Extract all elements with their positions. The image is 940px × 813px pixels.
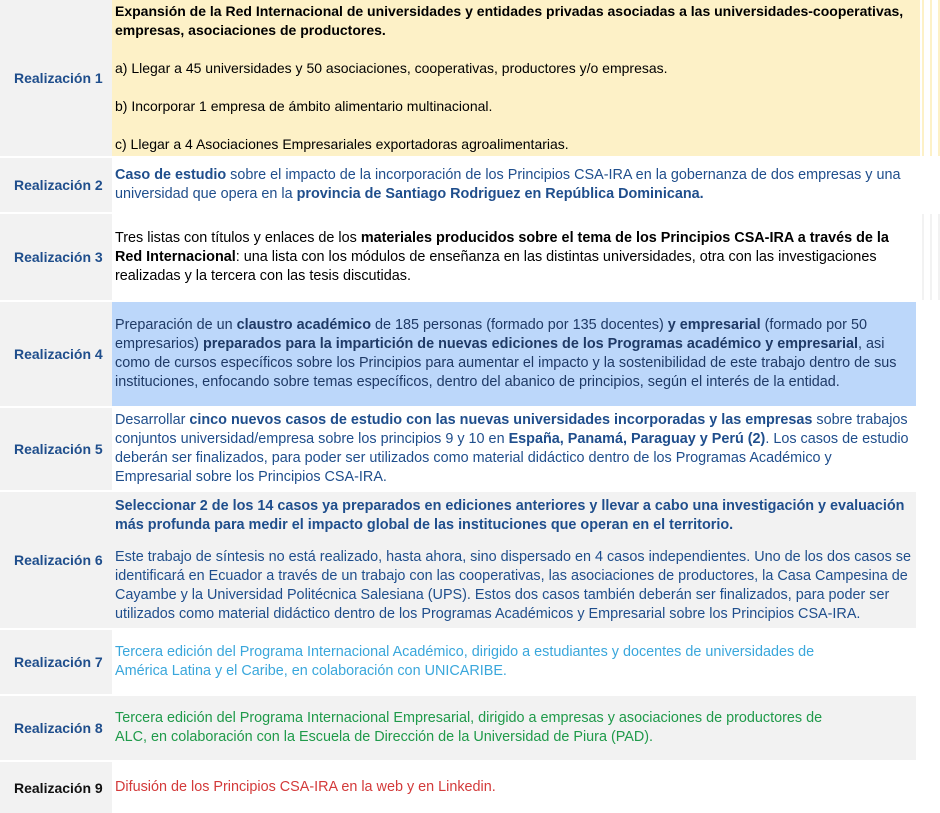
bold-text: España, Panamá, Paraguay y Perú (2) bbox=[508, 431, 766, 447]
bold-text: cinco nuevos casos de estudio con las nuevas universidades incorporadas y las empresas bbox=[189, 412, 813, 428]
body-text: Este trabajo de síntesis no está realizado, hasta ahora, sino dispersado en 4 casos independientes. Uno de los dos casos se identificará en Ecuador a través de un trabajo con las cooperativas, las asociaciones de productores, la Casa Campesina de Cayambe y la Universidad Politécnica Salesiana (UPS). Estos dos casos también deberán ser finalizados, para poder ser utilizados como material didáctico dentro de los Programas Académicos y Empresarial sobre los Principios CSA-IRA. bbox=[115, 549, 911, 622]
row-label: Realización 8 bbox=[0, 696, 112, 760]
row-label: Realización 9 bbox=[0, 762, 112, 813]
body-text: sobre el impacto de la incorporación de los Principios CSA-IRA en la gobernanza de dos empresas y una universidad que opera en la bbox=[115, 167, 901, 202]
body-text: . Los casos de estudio deberán ser finalizados, para poder ser utilizados como material didáctico dentro de los Programas Académico y Empresarial sobre los Principios CSA-IRA. bbox=[115, 431, 909, 485]
row-content bbox=[112, 762, 916, 813]
body-text: sobre trabajos conjuntos universidad/empresa sobre los principios 9 y 10 en bbox=[115, 412, 908, 447]
body-text: Difusión de los Principios CSA-IRA en la web y en Linkedin. bbox=[115, 779, 496, 795]
bold-text: Seleccionar 2 de los 14 casos ya preparados en ediciones anteriores y llevar a cabo una investigación y evaluación más profunda para medir el impacto global de las instituciones que operan en el territorio. bbox=[115, 498, 905, 533]
row-label: Realización 1 bbox=[0, 0, 112, 156]
row-label: Realización 6 bbox=[0, 492, 112, 628]
bold-text: y empresarial bbox=[667, 317, 761, 333]
list-item: c) Llegar a 4 Asociaciones Empresariales exportadoras agroalimentarias. bbox=[115, 136, 569, 152]
row-title: Expansión de la Red Internacional de universidades y entidades privadas asociadas a las universidades-cooperativas, empresas, asociaciones de productores. bbox=[115, 3, 904, 38]
row-label: Realización 4 bbox=[0, 302, 112, 406]
bold-text: Caso de estudio bbox=[115, 167, 227, 183]
body-text: : una lista con los módulos de enseñanza en las distintas universidades, otra con las investigaciones realizadas y la tercera con las tesis discutidas. bbox=[115, 248, 877, 284]
row-content bbox=[112, 0, 920, 156]
list-item: b) Incorporar 1 empresa de ámbito alimentario multinacional. bbox=[115, 98, 493, 114]
body-text: (formado por 50 empresarios) bbox=[115, 317, 867, 352]
table-row bbox=[0, 214, 940, 300]
body-text: Tercera edición del Programa Internacional Empresarial, dirigido a empresas y asociaciones de productores de bbox=[115, 710, 823, 726]
table-row bbox=[0, 696, 940, 760]
table-row bbox=[0, 492, 940, 628]
body-text: de 185 personas (formado por 135 docentes) bbox=[370, 317, 668, 333]
body-text: Tercera edición del Programa Internacional Académico, dirigido a estudiantes y docentes de universidades de bbox=[115, 644, 815, 660]
row-content bbox=[112, 214, 916, 300]
bold-text: claustro académico bbox=[236, 317, 371, 333]
body-text: , asi como de cursos específicos sobre los Principios para aumentar el impacto y la sostenibilidad de este trabajo dentro de sus instituciones, enfocando sobre temas específicos, dentro del abanico de principios, según el interés de la entidad. bbox=[115, 336, 897, 390]
row-label: Realización 5 bbox=[0, 408, 112, 490]
table-row bbox=[0, 302, 940, 406]
row-label: Realización 2 bbox=[0, 158, 112, 212]
row-content bbox=[112, 158, 916, 212]
row-content bbox=[112, 492, 916, 628]
table-row bbox=[0, 630, 940, 694]
table-row bbox=[0, 0, 940, 156]
bold-text: preparados para la impartición de nuevas ediciones de los Programas académico y empresarial bbox=[202, 336, 859, 352]
bold-text: materiales producidos sobre el tema de los Principios CSA-IRA a través de la Red Internacional bbox=[115, 229, 889, 265]
table-row bbox=[0, 158, 940, 212]
row-content bbox=[112, 630, 916, 694]
row-content bbox=[112, 696, 916, 760]
body-text: ALC, en colaboración con la Escuela de Dirección de la Universidad de Piura (PAD). bbox=[115, 729, 654, 745]
row-label: Realización 7 bbox=[0, 630, 112, 694]
bold-text: provincia de Santiago Rodriguez en República Dominicana. bbox=[296, 186, 704, 202]
row-label: Realización 3 bbox=[0, 214, 112, 300]
list-item: a) Llegar a 45 universidades y 50 asociaciones, cooperativas, productores y/o empresas. bbox=[115, 60, 668, 76]
body-text: Preparación de un bbox=[115, 317, 237, 333]
row-content bbox=[112, 302, 916, 406]
table-row bbox=[0, 762, 940, 813]
body-text: Desarrollar bbox=[115, 412, 190, 428]
body-text: América Latina y el Caribe, en colaboración con UNICARIBE. bbox=[115, 663, 507, 679]
table-row bbox=[0, 408, 940, 490]
row-content bbox=[112, 408, 916, 490]
body-text: Tres listas con títulos y enlaces de los bbox=[115, 229, 361, 246]
